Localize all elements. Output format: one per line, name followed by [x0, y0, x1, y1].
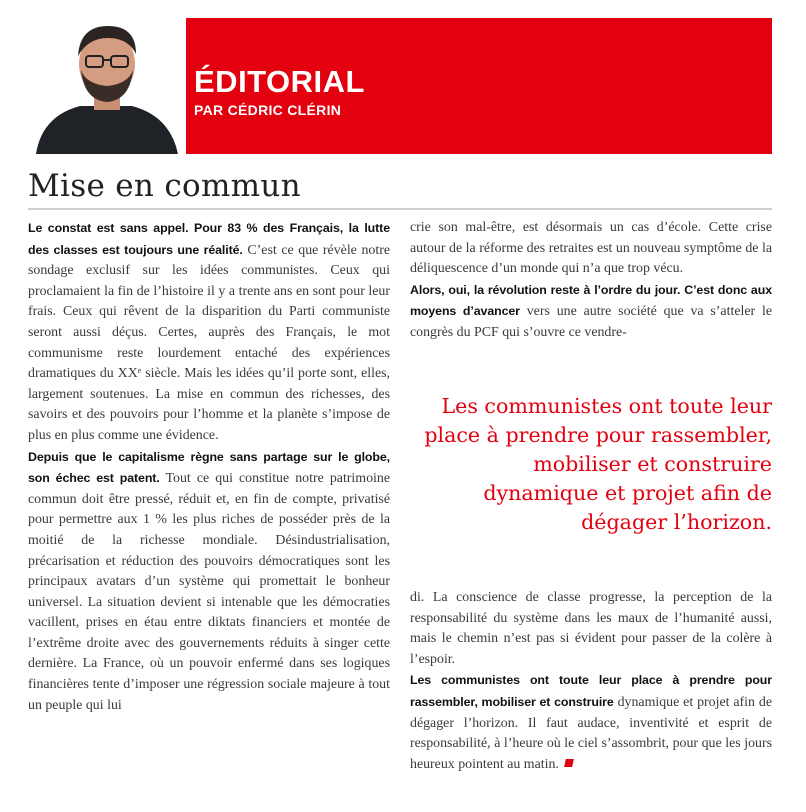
- paragraph: [410, 218, 772, 280]
- paragraph: [410, 670, 772, 775]
- paragraph-lead: Le constat est sans appel. Pour 83 % des Français, la lutte des classes est toujours une réalité.: [28, 221, 390, 257]
- photo-credit: MAGALI BRAGARD: [36, 35, 42, 88]
- title-divider: [28, 208, 772, 210]
- paragraph-text: vers une autre société que va s’atteler le congrès du PCF qui s’ouvre ce vendre-: [410, 304, 772, 340]
- byline: PAR CÉDRIC CLÉRIN: [194, 102, 342, 118]
- paragraph-text: di. La conscience de classe progresse, la perception de la responsabilité du système dans les maux de l’humanité aussi, mais le chemin n’est pas si évident pour passer de la colère à l’espoir.: [410, 590, 772, 667]
- paragraph: [410, 588, 772, 670]
- paragraph-lead: Les communistes ont toute leur place à prendre pour rassembler, mobiliser et construire: [410, 673, 772, 709]
- paragraph-lead: Depuis que le capitalisme règne sans partage sur le globe, son échec est patent.: [28, 449, 390, 486]
- article-title: Mise en commun: [28, 168, 301, 204]
- paragraph-text: crie son mal-être, est désormais un cas d’école. Cette crise autour de la réforme des retraites est un nouveau symptôme de la déliquescence d’un monde qui n’a que trop vécu.: [410, 220, 772, 277]
- end-mark-icon: [564, 759, 574, 767]
- paragraph: [410, 280, 772, 344]
- left-column: [28, 218, 390, 716]
- author-photo: [28, 18, 186, 154]
- author-portrait-illustration: [28, 18, 186, 154]
- paragraph-lead: Alors, oui, la révolution reste à l’ordre du jour. C’est donc aux moyens d’avancer: [410, 282, 772, 319]
- right-column-bottom: [410, 588, 772, 775]
- paragraph: [28, 218, 390, 447]
- pull-quote: Les communistes ont toute leur place à prendre pour rassembler, mobiliser et construire dynamique et projet afin de dégager l’horizon.: [424, 394, 772, 534]
- section-kicker: ÉDITORIAL: [194, 64, 365, 99]
- paragraph-text: Tout ce qui constitue notre patrimoine commun doit être pressé, réduit et, en fin de compte, privatisé pour permettre aux 1 % les plus riches de posséder près de la moitié de la richesse mondiale. Désindustrialisation, précarisation et réduction des pouvoirs démocratiques sont les principaux avatars d’un système qui promettait le bonheur universel. La situation devient si intenable que les démocraties vacillent, prises en étau entre diktats financiers et montée de l’extrême droite avec des gouvernements réduits à singer cette dernière. La France, où un pouvoir enfermé dans ses logiques financières tente d’imposer une régression sociale majeure à tout un peuple qui lui: [28, 471, 391, 713]
- paragraph: [28, 447, 390, 717]
- paragraph-text: C’est ce que révèle notre sondage exclusif sur les idées communistes. Ceux qui proclamaient la fin de l’histoire il y a trente ans en sont pour leur frais. Ceux qui rêvent de la disparition du Parti communiste seront aussi déçus. Certes, auprès des Français, le mot communisme reste lourdement entaché des expériences dramatiques du XXᵉ siècle. Mais les idées qu’il porte sont, elles, largement soutenues. La mise en commun des richesses, des savoirs et des pouvoirs pour l’homme et la planète s’impose de plus en plus comme une évidence.: [28, 242, 390, 443]
- paragraph-text: dynamique et projet afin de dégager l’horizon. Il faut audace, inventivité et esprit de responsabilité, à l’heure où le ciel s’assombrit, pour que les jours heureux pointent au matin.: [410, 694, 772, 772]
- right-column-top: [410, 218, 772, 344]
